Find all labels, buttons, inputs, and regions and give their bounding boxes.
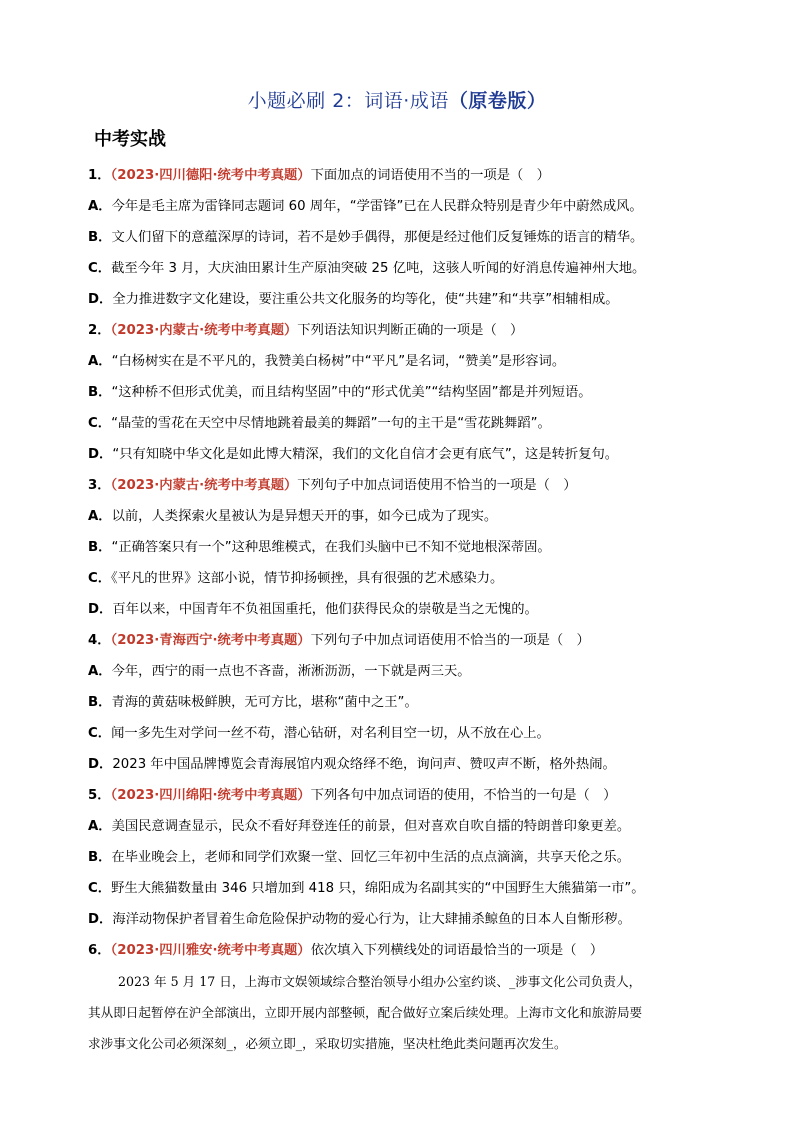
question-stem (88, 470, 708, 501)
option-label: B． (88, 695, 112, 710)
question-source: （2023·内蒙古·统考中考真题） (110, 323, 298, 338)
question-number: 5． (88, 788, 111, 803)
option-text: “这种桥不但形式优美，而且结构坚固”中的“形式优美”“结构坚固”都是并列短语。 (111, 385, 592, 400)
question-source: （2023·内蒙古·统考中考真题） (110, 478, 298, 493)
option-text: 全力推进数字文化建设，要注重公共文化服务的均等化，使“共建”和“共享”相辅相成。 (112, 292, 619, 307)
option-b (88, 532, 708, 563)
passage-line: 求涉事文化公司必须深刻_，必须立即_，采取切实措施，坚决杜绝此类问题再次发生。 (88, 1036, 567, 1051)
option-d (88, 749, 708, 780)
option-text: 青海的黄菇味极鲜腴，无可方比，堪称“菌中之王”。 (111, 695, 418, 710)
option-b (88, 842, 708, 873)
option-label: D． (88, 447, 113, 462)
question-source: （2023·四川绵阳·统考中考真题） (110, 788, 311, 803)
option-d (88, 439, 708, 470)
question-text: 下列语法知识判断正确的一项是（ ） (297, 323, 524, 338)
question-stem (88, 780, 708, 811)
option-c (88, 253, 708, 284)
question-number: 3． (88, 478, 111, 493)
question-stem (88, 315, 708, 346)
option-label: B． (88, 385, 112, 400)
option-text: 在毕业晚会上，老师和同学们欢聚一堂、回忆三年初中生活的点点滴滴，共享天伦之乐。 (111, 850, 631, 865)
option-a (88, 656, 708, 687)
option-b (88, 222, 708, 253)
option-label: C． (88, 261, 112, 276)
option-text: “正确答案只有一个”这种思维模式，在我们头脑中已不知不觉地根深蒂固。 (111, 540, 551, 555)
option-label: C． (88, 416, 112, 431)
option-text: 截至今年 3 月，大庆油田累计生产原油突破 25 亿吨，这骇人听闻的好消息传遍神州大地。 (111, 261, 646, 276)
option-label: A． (88, 509, 112, 524)
question-text: 下面加点的词语使用不当的一项是（ ） (310, 168, 550, 183)
question-text: 依次填入下列横线处的词语最恰当的一项是（ ） (310, 943, 604, 958)
option-c (88, 408, 708, 439)
passage-line: 其从即日起暂停在沪全部演出，立即开展内部整顿，配合做好立案后续处理。上海市文化和旅游局要 (88, 1005, 643, 1020)
section-title: 中考实战 (94, 129, 166, 150)
option-text: 闻一多先生对学问一丝不苟，潜心钻研，对名利目空一切，从不放在心上。 (111, 726, 550, 741)
option-label: B． (88, 850, 112, 865)
option-text: 今年是毛主席为雷锋同志题词 60 周年，“学雷锋”已在人民群众特别是青少年中蔚然成风。 (111, 199, 643, 214)
option-text: “晶莹的雪花在天空中尽情地跳着最美的舞蹈”一句的主干是“雪花跳舞蹈”。 (111, 416, 551, 431)
question-text: 下列各句中加点词语的使用，不恰当的一句是（ ） (310, 788, 617, 803)
passage-line: 2023 年 5 月 17 日，上海市文娱领域综合整治领导小组办公室约谈、_涉事文化公司负责人， (118, 974, 642, 989)
title-sub: （原卷版） (448, 90, 547, 112)
option-b (88, 377, 708, 408)
option-a (88, 191, 708, 222)
title-main: 小题必刷 2：词语·成语 (247, 90, 449, 112)
option-label: D． (88, 912, 113, 927)
option-label: D． (88, 292, 113, 307)
option-label: C． (88, 881, 112, 896)
option-text: 文人们留下的意蕴深厚的诗词，若不是妙手偶得，那便是经过他们反复锤炼的语言的精华。 (111, 230, 644, 245)
option-a (88, 811, 708, 842)
question-text: 下列句子中加点词语使用不恰当的一项是（ ） (297, 478, 577, 493)
option-label: A． (88, 664, 112, 679)
question-list (88, 160, 708, 1059)
option-b (88, 687, 708, 718)
option-label: C． (88, 571, 112, 586)
question-number: 2． (88, 323, 111, 338)
question-text: 下列句子中加点词语使用不恰当的一项是（ ） (310, 633, 590, 648)
option-label: D． (88, 602, 113, 617)
option-text: 百年以来，中国青年不负祖国重托，他们获得民众的崇敬是当之无愧的。 (112, 602, 538, 617)
option-c (88, 873, 708, 904)
question-number: 4． (88, 633, 111, 648)
option-text: 美国民意调查显示，民众不看好拜登连任的前景，但对喜欢自吹自擂的特朗普印象更差。 (111, 819, 631, 834)
option-a (88, 501, 708, 532)
option-d (88, 904, 708, 935)
question-number: 6． (88, 943, 111, 958)
option-label: A． (88, 354, 112, 369)
option-d (88, 284, 708, 315)
option-label: D． (88, 757, 113, 772)
option-a (88, 346, 708, 377)
question-source: （2023·四川德阳·统考中考真题） (110, 168, 311, 183)
option-text: 海洋动物保护者冒着生命危险保护动物的爱心行为，让大肆捕杀鲸鱼的日本人自惭形秽。 (112, 912, 631, 927)
option-text: “白杨树实在是不平凡的，我赞美白杨树”中“平凡”是名词，“赞美”是形容词。 (111, 354, 566, 369)
option-d (88, 594, 708, 625)
option-text: 2023 年中国品牌博览会青海展馆内观众络绎不绝，询问声、赞叹声不断，格外热闹。 (112, 757, 616, 772)
page-title (0, 86, 794, 113)
option-text: 以前，人类探索火星被认为是异想天开的事，如今已成为了现实。 (111, 509, 498, 524)
option-c (88, 718, 708, 749)
option-text: 《平凡的世界》这部小说，情节抑扬顿挫，具有很强的艺术感染力。 (111, 571, 504, 586)
question-source: （2023·青海西宁·统考中考真题） (110, 633, 311, 648)
option-label: B． (88, 540, 112, 555)
option-text: 野生大熊猫数量由 346 只增加到 418 只，绵阳成为名副其实的“中国野生大熊猫第一市”。 (111, 881, 645, 896)
option-label: A． (88, 199, 112, 214)
question-source: （2023·四川雅安·统考中考真题） (110, 943, 311, 958)
question-stem (88, 935, 708, 966)
question-stem (88, 625, 708, 656)
option-label: C． (88, 726, 112, 741)
option-label: B． (88, 230, 112, 245)
option-text: “只有知晓中华文化是如此博大精深，我们的文化自信才会更有底气”，这是转折复句。 (112, 447, 619, 462)
option-text: 今年，西宁的雨一点也不吝啬，淅淅沥沥，一下就是两三天。 (111, 664, 471, 679)
question-number: 1． (88, 168, 111, 183)
option-c (88, 563, 708, 594)
option-label: A． (88, 819, 112, 834)
question-stem (88, 160, 708, 191)
